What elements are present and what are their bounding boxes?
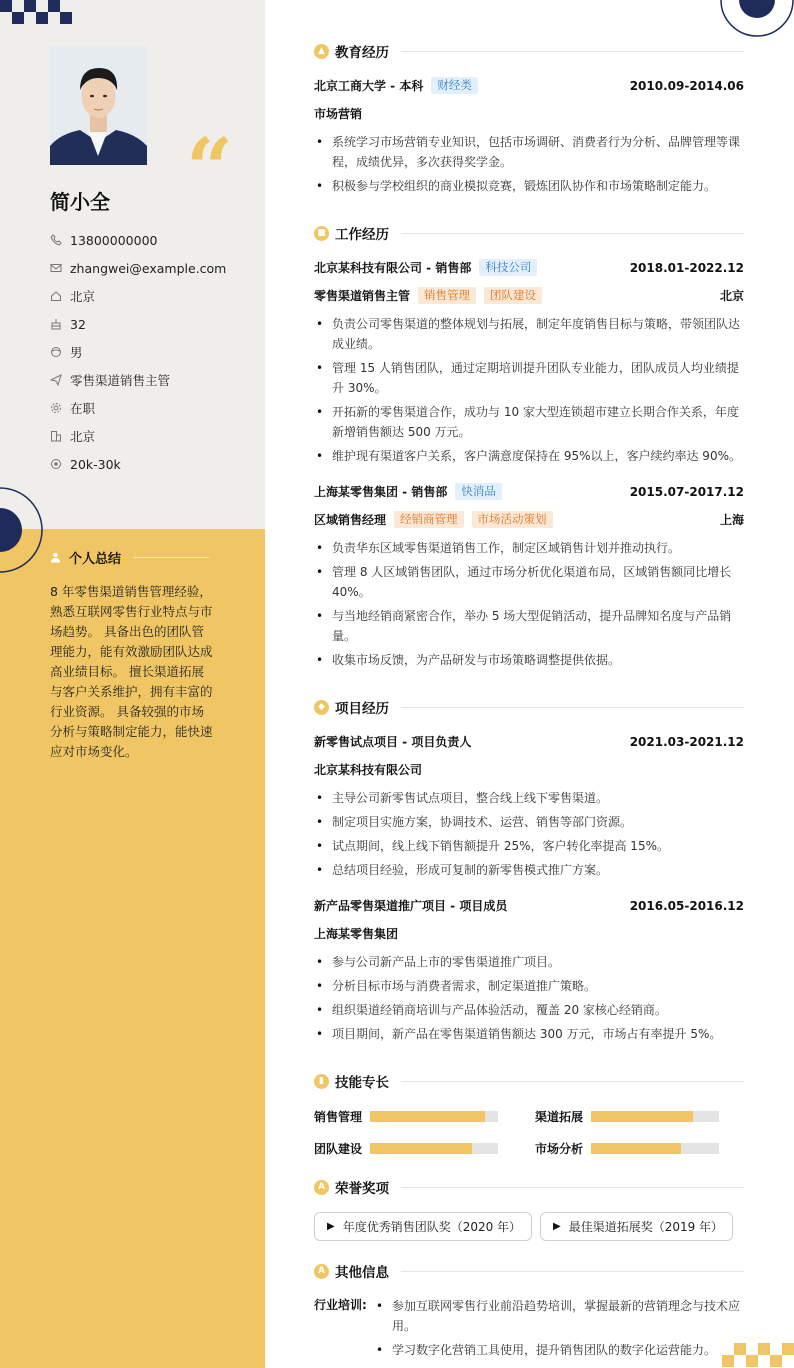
skill-bar (370, 1111, 498, 1122)
candidate-name: 简小全 (50, 190, 110, 214)
award-text: 最佳渠道拓展奖（2019 年） (568, 1220, 724, 1234)
phone-icon (50, 234, 70, 246)
education-major-row (314, 105, 744, 122)
status-value: 在职 (70, 401, 96, 416)
project-org: 北京某科技有限公司 (314, 763, 423, 777)
awards-heading-rule (401, 1187, 744, 1188)
job-role-tag: 团队建设 (484, 287, 542, 304)
job-role-tag: 经销商管理 (394, 511, 464, 528)
job-period: 2018.01-2022.12 (629, 260, 744, 275)
education-heading (314, 41, 744, 61)
job-role-row (314, 287, 744, 304)
position-value: 零售渠道销售主管 (70, 373, 171, 388)
other-label: 行业培训: (314, 1298, 367, 1312)
education-heading-rule (401, 51, 744, 52)
list-item: • 试点期间，线上线下销售额提升 25%，客户转化率提高 15%。 (314, 836, 744, 856)
job-role-row (314, 511, 744, 528)
target-city-item (50, 422, 226, 450)
salary-value: 20k-30k (70, 456, 121, 472)
grid-icon: ◆ (314, 700, 329, 715)
list-item: • 制定项目实施方案，协调技术、运营、销售等部门资源。 (314, 812, 744, 832)
project-org-row (314, 925, 744, 942)
list-item: • 项目期间，新产品在零售渠道销售额达 300 万元，市场占有率提升 5%。 (314, 1024, 744, 1044)
triangle-bullet-icon: ▶ (327, 1221, 335, 1232)
project-org: 上海某零售集团 (314, 927, 399, 941)
skill-item (535, 1108, 719, 1125)
job-period: 2015.07-2017.12 (629, 484, 744, 499)
gender-icon (50, 346, 70, 358)
skill-bar-fill (591, 1143, 681, 1154)
skill-name: 团队建设 (314, 1142, 363, 1156)
age-item (50, 310, 226, 338)
info-icon: A (314, 1264, 329, 1279)
position-item (50, 366, 226, 394)
gear-icon (50, 402, 70, 414)
other-heading (314, 1261, 744, 1281)
work-heading-text: 工作经历 (335, 227, 389, 243)
job-bullets (314, 538, 744, 674)
summary-heading-rule (133, 557, 209, 558)
job-role-tag: 市场活动策划 (472, 511, 553, 528)
skill-bar (370, 1143, 498, 1154)
education-bullets (314, 132, 744, 200)
projects-heading (314, 697, 744, 717)
location-item (50, 282, 226, 310)
checker-pattern-top (0, 0, 76, 25)
home-icon (50, 290, 70, 302)
skill-bar-fill (591, 1111, 693, 1122)
coin-icon (50, 458, 70, 470)
half-circle-decoration (0, 486, 44, 574)
list-item: • 管理 15 人销售团队，通过定期培训提升团队专业能力，团队成员人均业绩提升 30%。 (314, 358, 744, 398)
sidebar (0, 0, 265, 1368)
list-item: • 收集市场反馈，为产品研发与市场策略调整提供依据。 (314, 650, 744, 670)
skill-bar (591, 1143, 719, 1154)
projects-heading-rule (401, 707, 744, 708)
quote-mark-icon: “ (186, 121, 234, 217)
circle-decoration-top (718, 0, 794, 38)
skill-bar (591, 1111, 719, 1122)
person-icon (50, 552, 61, 563)
list-item: • 学习数字化营销工具使用，提升销售团队的数字化运营能力。 (374, 1340, 744, 1360)
skills-heading (314, 1071, 744, 1091)
list-item: • 管理 8 人区域销售团队，通过市场分析优化渠道布局，区域销售额同比增长 40%。 (314, 562, 744, 602)
project-name: 新零售试点项目 - 项目负责人 (314, 735, 472, 749)
project-period: 2016.05-2016.12 (629, 898, 744, 913)
list-item: • 总结项目经验，形成可复制的新零售模式推广方案。 (314, 860, 744, 880)
gender-value: 男 (70, 345, 83, 360)
work-heading (314, 223, 744, 243)
job-company-row (314, 259, 744, 276)
mail-icon (50, 262, 70, 274)
triangle-bullet-icon: ▶ (553, 1221, 561, 1232)
briefcase-icon: ■ (314, 226, 329, 241)
job-company-tag: 快消品 (455, 483, 502, 500)
project-name-row (314, 897, 744, 914)
education-period: 2010.09-2014.06 (629, 78, 744, 93)
other-heading-rule (401, 1271, 744, 1272)
education-tag: 财经类 (431, 77, 478, 94)
education-school: 北京工商大学 - 本科 (314, 79, 424, 93)
list-item: • 主导公司新零售试点项目，整合线上线下零售渠道。 (314, 788, 744, 808)
awards-heading-text: 荣誉奖项 (335, 1181, 389, 1197)
job-city: 北京 (719, 289, 744, 303)
list-item: • 与当地经销商紧密合作，举办 5 场大型促销活动，提升品牌知名度与产品销量。 (314, 606, 744, 646)
skill-name: 销售管理 (314, 1110, 363, 1124)
status-item (50, 394, 226, 422)
location-value: 北京 (70, 289, 96, 304)
job-city: 上海 (719, 513, 744, 527)
list-item: • 负责公司零售渠道的整体规划与拓展，制定年度销售目标与策略，带领团队达成业绩。 (314, 314, 744, 354)
profile-photo (50, 46, 147, 165)
summary-text: 8 年零售渠道销售管理经验，熟悉互联网零售行业特点与市场趋势。 具备出色的团队管理能力，能有效激励团队达成高业绩目标。 擅长渠道拓展与客户关系维护，拥有丰富的行业资源。 具备较强的市场分析与策略制定能力，能快速应对市场变化。 (50, 584, 213, 759)
email-item (50, 254, 226, 282)
project-bullets (314, 788, 744, 884)
other-list (374, 1296, 744, 1364)
email-value: zhangwei@example.com (70, 260, 227, 276)
job-company: 上海某零售集团 - 销售部 (314, 485, 448, 499)
job-company-row (314, 483, 744, 500)
award-item (314, 1212, 532, 1241)
skills-heading-rule (401, 1081, 744, 1082)
education-major: 市场营销 (314, 107, 363, 121)
job-bullets (314, 314, 744, 470)
award-text: 年度优秀销售团队奖（2020 年） (342, 1220, 522, 1234)
cake-icon (50, 318, 70, 330)
skill-item (314, 1140, 498, 1157)
list-item: • 参与公司新产品上市的零售渠道推广项目。 (314, 952, 744, 972)
list-item: • 积极参与学校组织的商业模拟竞赛，锻炼团队协作和市场策略制定能力。 (314, 176, 744, 196)
education-heading-text: 教育经历 (335, 45, 389, 61)
project-period: 2021.03-2021.12 (629, 734, 744, 749)
summary-heading-text: 个人总结 (69, 552, 122, 567)
projects-heading-text: 项目经历 (335, 701, 389, 717)
chart-icon: ▮ (314, 1074, 329, 1089)
job-company-tag: 科技公司 (479, 259, 537, 276)
graduation-cap-icon: ▲ (314, 44, 329, 59)
building-icon (50, 430, 70, 442)
list-item: • 分析目标市场与消费者需求，制定渠道推广策略。 (314, 976, 744, 996)
work-heading-rule (401, 233, 744, 234)
award-icon: A (314, 1180, 329, 1195)
summary-heading (50, 548, 209, 567)
skill-name: 渠道拓展 (535, 1110, 584, 1124)
list-item: • 开拓新的零售渠道合作，成功与 10 家大型连锁超市建立长期合作关系，年度新增销售额达 500 万元。 (314, 402, 744, 442)
award-item (540, 1212, 733, 1241)
age-value: 32 (70, 316, 86, 332)
job-role: 区域销售经理 (314, 513, 387, 527)
list-item: • 系统学习市场营销专业知识，包括市场调研、消费者行为分析、品牌管理等课程，成绩优异，多次获得奖学金。 (314, 132, 744, 172)
list-item: • 负责华东区域零售渠道销售工作，制定区域销售计划并推动执行。 (314, 538, 744, 558)
contact-info-list (50, 226, 226, 478)
awards-heading (314, 1177, 744, 1197)
target-city-value: 北京 (70, 429, 96, 444)
job-role-tag: 销售管理 (418, 287, 476, 304)
skill-item (314, 1108, 498, 1125)
send-icon (50, 374, 70, 386)
list-item: • 参加互联网零售行业前沿趋势培训，掌握最新的营销理念与技术应用。 (374, 1296, 744, 1336)
skill-bar-fill (370, 1143, 472, 1154)
list-item: • 组织渠道经销商培训与产品体验活动，覆盖 20 家核心经销商。 (314, 1000, 744, 1020)
skill-item (535, 1140, 719, 1157)
project-name-row (314, 733, 744, 750)
job-company: 北京某科技有限公司 - 销售部 (314, 261, 472, 275)
project-name: 新产品零售渠道推广项目 - 项目成员 (314, 899, 508, 913)
salary-item (50, 450, 226, 478)
other-heading-text: 其他信息 (335, 1265, 389, 1281)
skills-heading-text: 技能专长 (335, 1075, 389, 1091)
phone-value: 13800000000 (70, 232, 158, 248)
job-role: 零售渠道销售主管 (314, 289, 411, 303)
education-school-row (314, 77, 744, 94)
list-item: • 维护现有渠道客户关系，客户满意度保持在 95%以上，客户续约率达 90%。 (314, 446, 744, 466)
phone-item (50, 226, 226, 254)
project-org-row (314, 761, 744, 778)
project-bullets (314, 952, 744, 1048)
skill-name: 市场分析 (535, 1142, 584, 1156)
skill-bar-fill (370, 1111, 485, 1122)
gender-item (50, 338, 226, 366)
